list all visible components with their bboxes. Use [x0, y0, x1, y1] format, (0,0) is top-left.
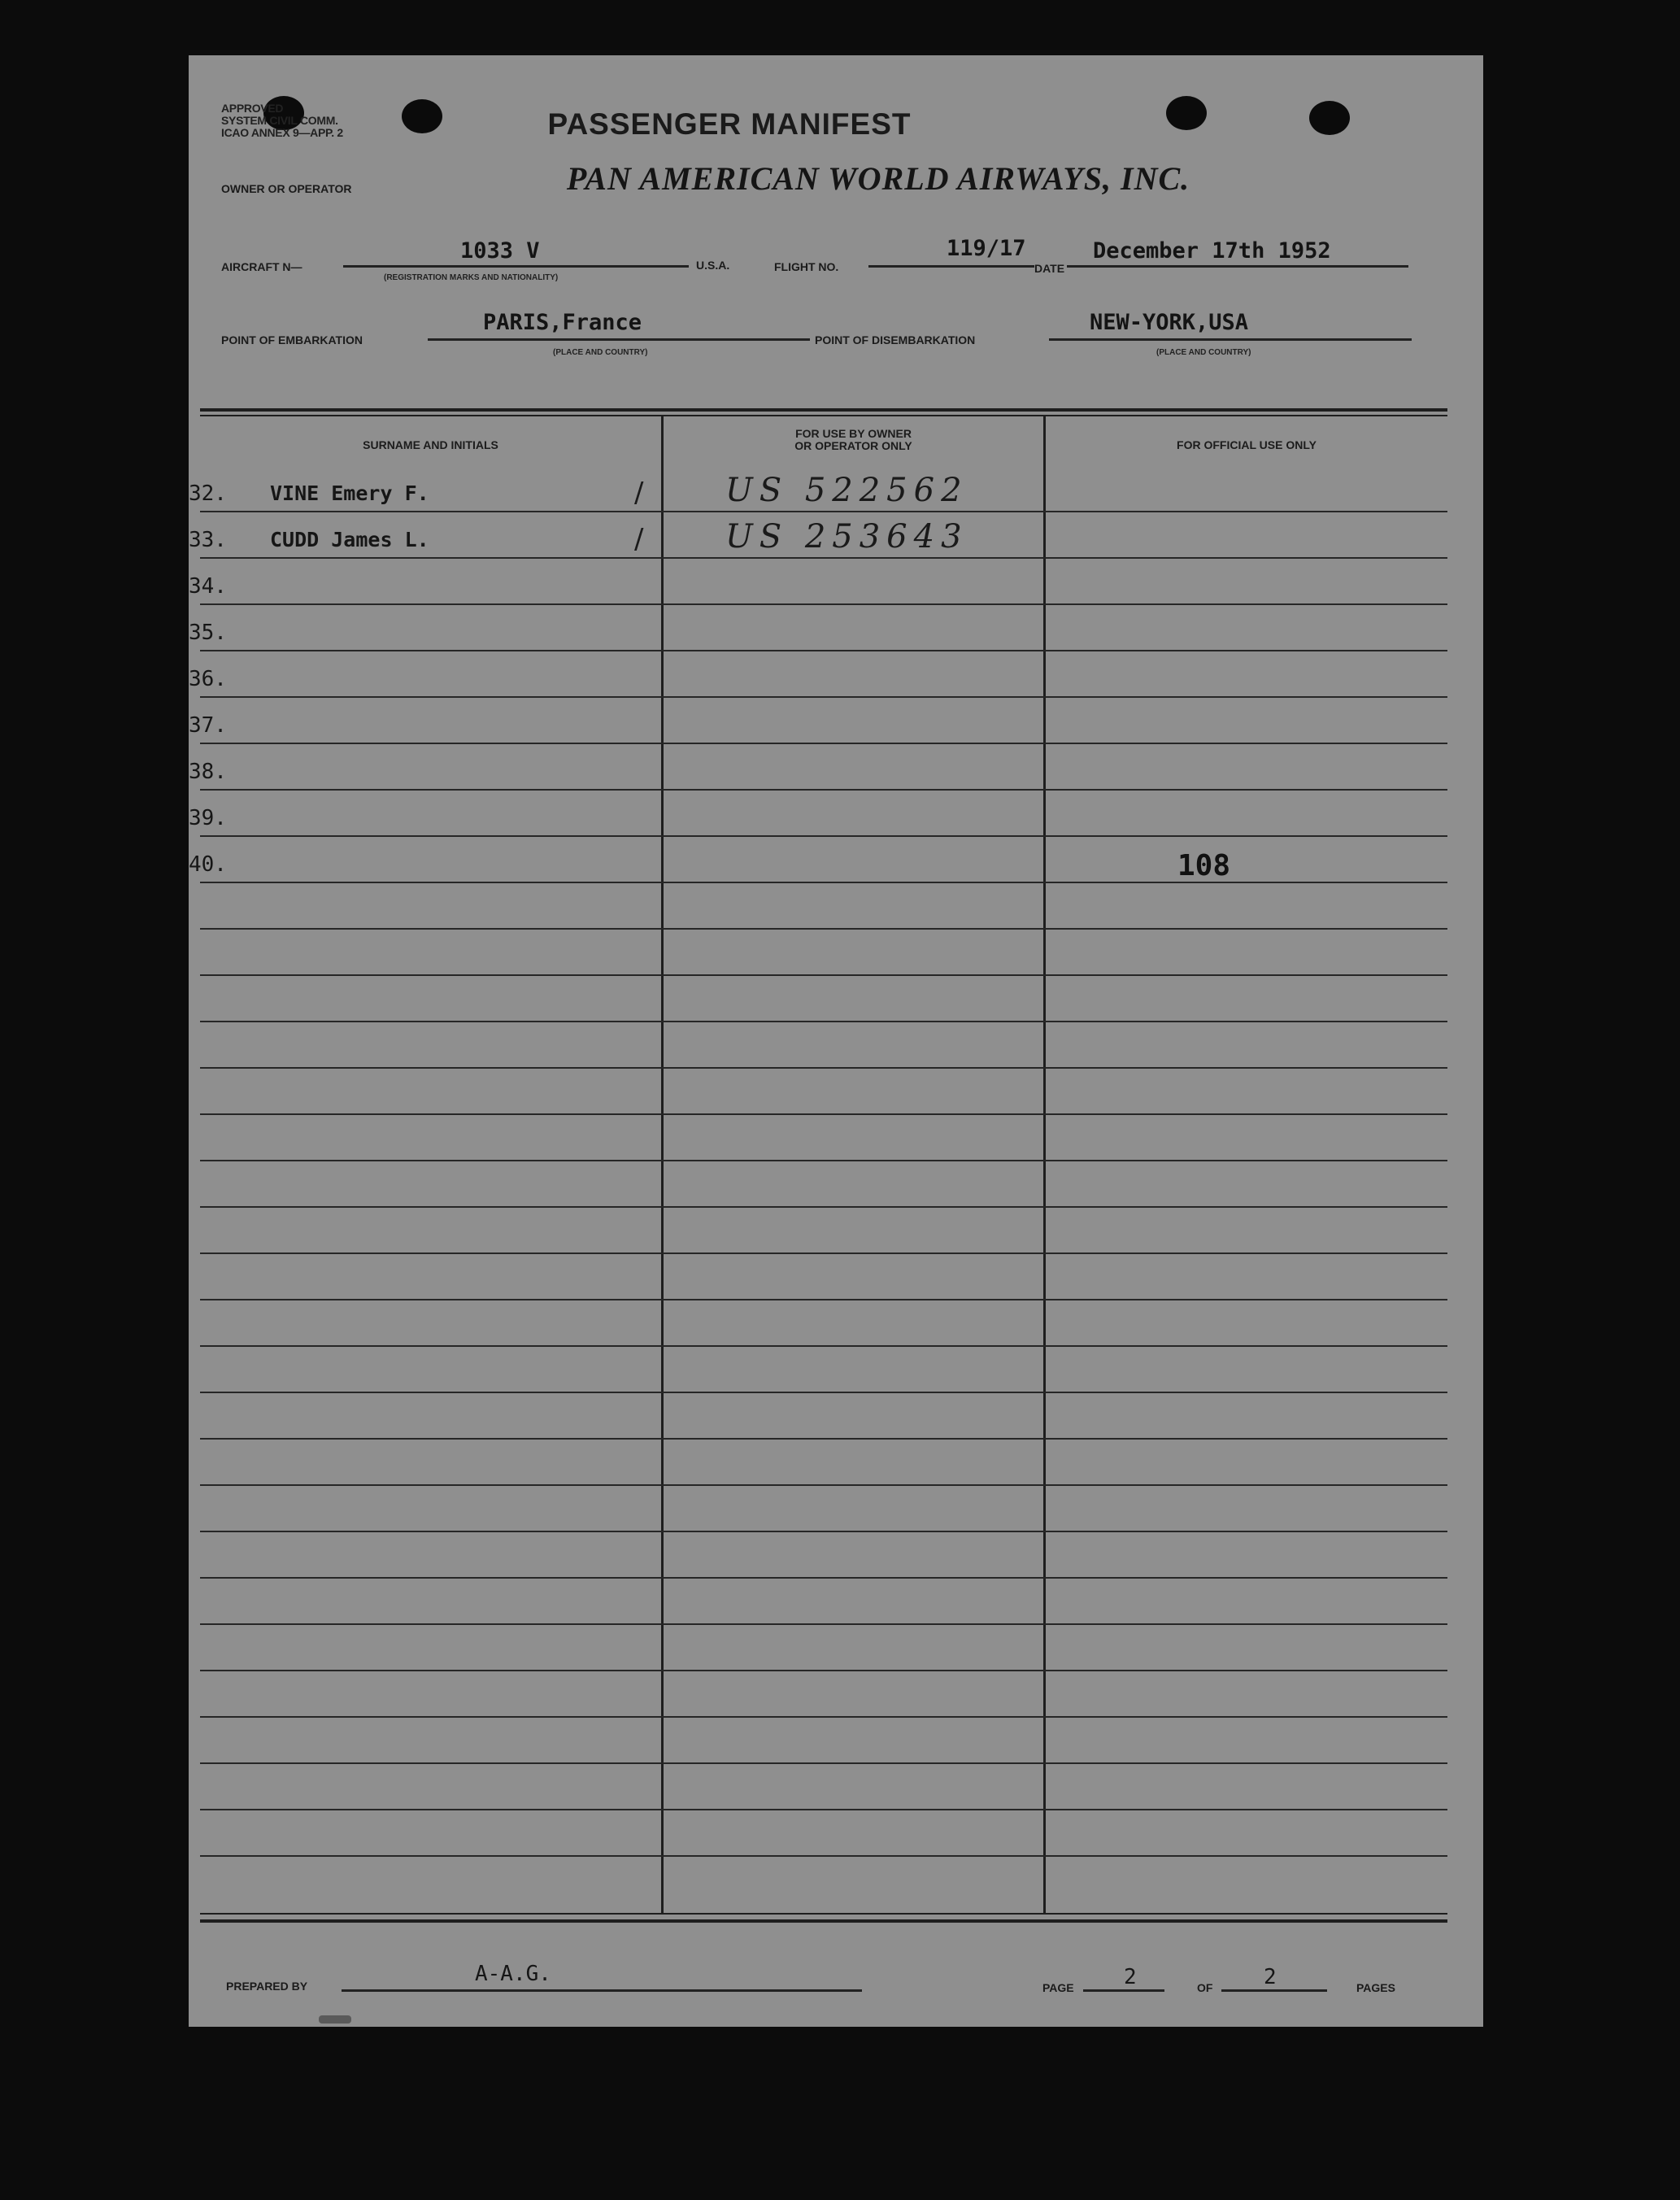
row-number: 37.	[189, 713, 227, 738]
check-mark: /	[634, 477, 644, 509]
embarkation-value: PARIS,France	[483, 310, 642, 335]
date-label: DATE	[1034, 262, 1065, 275]
flight-underline	[868, 265, 1034, 268]
operator-note: US 522562	[725, 472, 968, 509]
row-rule	[200, 882, 1447, 883]
table-bottom-rule	[200, 1919, 1447, 1923]
row-rule	[200, 1438, 1447, 1440]
row-rule	[200, 1067, 1447, 1069]
row-rule	[200, 1762, 1447, 1764]
official-note: 108	[1177, 849, 1231, 882]
row-rule	[200, 1670, 1447, 1671]
row-rule	[200, 1345, 1447, 1347]
page-label: PAGE	[1042, 1981, 1074, 1994]
row-rule	[200, 1160, 1447, 1161]
row-rule	[200, 1021, 1447, 1022]
row-rule	[200, 835, 1447, 837]
stamp-mark-decoration	[319, 2015, 351, 2024]
of-underline	[1221, 1989, 1327, 1992]
embarkation-label: POINT OF EMBARKATION	[221, 333, 363, 346]
flight-value: 119/17	[947, 236, 1026, 261]
approval-line: APPROVED	[221, 102, 284, 115]
disembarkation-sublabel: (PLACE AND COUNTRY)	[1156, 348, 1251, 357]
table-bottom-rule	[200, 1913, 1447, 1915]
manifest-page	[189, 55, 1483, 2027]
date-value: December 17th 1952	[1093, 238, 1331, 264]
country-label: U.S.A.	[696, 259, 730, 272]
column-header-official: FOR OFFICIAL USE ONLY	[1177, 438, 1317, 451]
row-number: 40.	[189, 852, 227, 877]
operator-name: PAN AMERICAN WORLD AIRWAYS, INC.	[566, 160, 1190, 197]
row-rule	[200, 1855, 1447, 1857]
row-number: 34.	[189, 574, 227, 599]
row-rule	[200, 511, 1447, 512]
column-header-operator-line: OR OPERATOR ONLY	[794, 439, 912, 452]
row-rule	[200, 1299, 1447, 1300]
operator-note: US 253643	[725, 518, 968, 555]
passenger-name: CUDD James L.	[270, 528, 429, 551]
embarkation-sublabel: (PLACE AND COUNTRY)	[553, 348, 648, 357]
prepared-label: PREPARED BY	[226, 1980, 308, 1993]
row-rule	[200, 650, 1447, 651]
column-header-operator	[664, 428, 1043, 452]
of-value: 2	[1264, 1965, 1277, 1989]
of-label: OF	[1197, 1981, 1213, 1994]
disembarkation-label: POINT OF DISEMBARKATION	[815, 333, 976, 346]
aircraft-underline	[343, 265, 689, 268]
row-rule	[200, 1392, 1447, 1393]
table-top-rule	[200, 408, 1447, 412]
column-divider	[1043, 415, 1046, 1913]
column-header-operator-line: FOR USE BY OWNER	[795, 427, 912, 440]
row-rule	[200, 1206, 1447, 1208]
row-rule	[200, 789, 1447, 791]
row-rule	[200, 696, 1447, 698]
row-rule	[200, 1809, 1447, 1810]
row-rule	[200, 557, 1447, 559]
row-rule	[200, 1623, 1447, 1625]
disembarkation-value: NEW-YORK,USA	[1090, 310, 1249, 335]
prepared-underline	[342, 1989, 862, 1992]
row-rule	[200, 1531, 1447, 1532]
prepared-value: A-A.G.	[475, 1962, 551, 1986]
row-number: 32.	[189, 481, 227, 506]
row-rule	[200, 1716, 1447, 1718]
check-mark: /	[634, 523, 644, 555]
row-number: 33.	[189, 528, 227, 552]
aircraft-value: 1033 V	[460, 238, 540, 264]
column-header-surname: SURNAME AND INITIALS	[363, 438, 498, 451]
row-rule	[200, 1113, 1447, 1115]
row-rule	[200, 603, 1447, 605]
disembarkation-underline	[1049, 338, 1412, 341]
punch-hole-decoration	[1309, 101, 1350, 135]
row-rule	[200, 743, 1447, 744]
row-number: 38.	[189, 760, 227, 784]
column-divider	[661, 415, 664, 1913]
row-rule	[200, 928, 1447, 930]
row-number: 39.	[189, 806, 227, 830]
page-underline	[1083, 1989, 1164, 1992]
approval-line: ICAO ANNEX 9—APP. 2	[221, 126, 343, 139]
embarkation-underline	[428, 338, 810, 341]
owner-label: OWNER OR OPERATOR	[221, 182, 352, 195]
page-value: 2	[1124, 1965, 1137, 1989]
row-rule	[200, 1252, 1447, 1254]
row-rule	[200, 1577, 1447, 1579]
row-rule	[200, 1484, 1447, 1486]
page-title: PASSENGER MANIFEST	[547, 107, 912, 141]
row-number: 36.	[189, 667, 227, 691]
pages-label: PAGES	[1356, 1981, 1395, 1994]
aircraft-label: AIRCRAFT N—	[221, 260, 302, 273]
row-rule	[200, 974, 1447, 976]
aircraft-sublabel: (REGISTRATION MARKS AND NATIONALITY)	[384, 273, 559, 282]
date-underline	[1067, 265, 1408, 268]
flight-label: FLIGHT NO.	[774, 260, 839, 273]
row-number: 35.	[189, 621, 227, 645]
approval-line: SYSTEM CIVIL COMM.	[221, 114, 338, 127]
table-top-rule	[200, 415, 1447, 416]
passenger-name: VINE Emery F.	[270, 481, 429, 505]
